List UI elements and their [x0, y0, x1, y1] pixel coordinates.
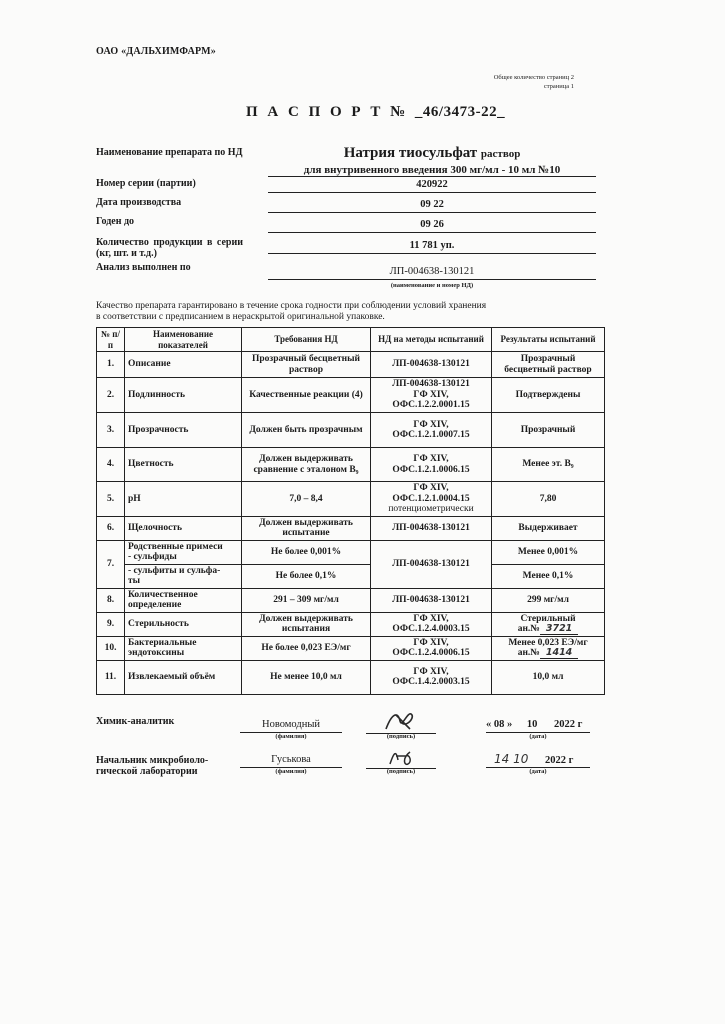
row-result: Менее 0,1% [492, 564, 605, 588]
row-name: Количественное определение [125, 588, 242, 612]
requirement-line: Должен выдерживать [259, 454, 353, 464]
header-name: Наименование показателей [125, 328, 242, 352]
row-num: 5. [97, 482, 125, 517]
table-row [97, 352, 605, 378]
row-requirement: Должен выдерживать испытание [242, 516, 371, 540]
row-requirement: 291 – 309 мг/мл [242, 588, 371, 612]
row-name: pH [125, 482, 242, 517]
table-header-row [97, 328, 605, 352]
date-year: 2022 г [544, 755, 574, 766]
row-num: 8. [97, 588, 125, 612]
page-title [246, 104, 505, 121]
row-requirement: 7,0 – 8,4 [242, 482, 371, 517]
row-result: Прозрачный [492, 413, 605, 448]
quantity-label-line2: (кг, шт. и т.д.) [96, 248, 157, 259]
table-row [97, 540, 605, 564]
row-requirement: Не более 0,001% [242, 540, 371, 564]
row-result: Подтверждены [492, 378, 605, 413]
chemist-name: Новомодный [240, 719, 342, 733]
row-name: Щелочность [125, 516, 242, 540]
handwritten-analysis-number: 1414 [540, 647, 578, 659]
chemist-label: Химик-аналитик [96, 716, 175, 727]
signature-icon [366, 707, 436, 733]
date-day: « 08 » [486, 719, 513, 730]
page-count [482, 73, 574, 91]
name-line: ты [128, 576, 141, 586]
series-label: Номер серии (партии) [96, 178, 196, 189]
signature-icon [366, 744, 436, 768]
row-method [371, 636, 492, 660]
row-method [371, 413, 492, 448]
guarantee-line1: Качество препарата гарантировано в течение срока годности при соблюдении условий хранения [96, 301, 487, 311]
row-result: 7,80 [492, 482, 605, 517]
method-line: ОФС.1.2.1.0007.15 [392, 430, 470, 440]
row-method [371, 660, 492, 694]
row-result: Менее 0,001% [492, 540, 605, 564]
row-num: 11. [97, 660, 125, 694]
analysis-caption: (наименование и номер НД) [390, 282, 474, 289]
row-name [125, 540, 242, 564]
row-method [371, 378, 492, 413]
method-line: ОФС.1.2.2.0001.15 [392, 400, 470, 411]
row-num: 2. [97, 378, 125, 413]
row-name: Извлекаемый объём [125, 660, 242, 694]
table-row [97, 378, 605, 413]
table-row [97, 448, 605, 482]
method-line: потенциометрически [388, 504, 474, 514]
production-value: 09 22 [268, 199, 596, 213]
result-line: Менее 0,023 ЕЭ/мг [508, 637, 588, 648]
quantity-label-line1: Количество продукции в серии [96, 237, 244, 248]
row-method: ЛП-004638-130121 [371, 588, 492, 612]
analysis-number [495, 624, 601, 635]
page-current: страница 1 [543, 83, 574, 90]
test-results-table [96, 327, 605, 695]
drug-form: раствор [480, 148, 521, 160]
title-label: П А С П О Р Т № [246, 104, 409, 120]
row-name: Бактериальные эндотоксины [125, 636, 242, 660]
head-date [486, 752, 590, 768]
table-row [97, 413, 605, 448]
row-result [492, 612, 605, 636]
date-year: 2022 г [554, 719, 583, 730]
header-method: НД на методы испытаний [371, 328, 492, 352]
analysis-value: ЛП-004638-130121 [268, 266, 596, 280]
method-line: ОФС.1.2.4.0003.15 [392, 624, 470, 634]
head-label-line2: гической лаборатории [96, 766, 198, 777]
row-name [125, 564, 242, 588]
row-name: Подлинность [125, 378, 242, 413]
chemist-surname-caption: (фамилия) [275, 733, 307, 740]
row-num: 9. [97, 612, 125, 636]
row-method [371, 448, 492, 482]
header-requirements: Требования НД [242, 328, 371, 352]
head-signature-caption: (подпись) [386, 768, 416, 775]
row-requirement: Не более 0,1% [242, 564, 371, 588]
company-name: ОАО «ДАЛЬХИМФАРМ» [96, 46, 216, 57]
series-value: 420922 [268, 179, 596, 193]
handwritten-date: 14 10 [494, 752, 529, 766]
row-num: 10. [97, 636, 125, 660]
row-result: 10,0 мл [492, 660, 605, 694]
chemist-signature-caption: (подпись) [386, 733, 416, 740]
pages-total: Общее количество страниц 2 [493, 74, 574, 81]
row-name: Описание [125, 352, 242, 378]
date-month: 10 [526, 719, 538, 730]
row-requirement: Качественные реакции (4) [242, 378, 371, 413]
method-line: ГФ XIV, [413, 613, 449, 624]
drug-label: Наименование препарата по НД [96, 147, 243, 158]
row-result: Выдерживает [492, 516, 605, 540]
row-requirement: Прозрачный бесцветный раствор [242, 352, 371, 378]
row-requirement: Не более 0,023 ЕЭ/мг [242, 636, 371, 660]
method-line: ОФС.1.2.4.0006.15 [392, 648, 470, 658]
name-line: - сульфиты и сульфа- [128, 565, 221, 576]
row-num: 4. [97, 448, 125, 482]
table-row [97, 588, 605, 612]
method-line: ГФ XIV, [413, 666, 449, 677]
production-label: Дата производства [96, 197, 182, 208]
row-requirement: Не менее 10,0 мл [242, 660, 371, 694]
row-num: 6. [97, 516, 125, 540]
drug-name-block [268, 145, 596, 177]
result-line: Стерильный [520, 613, 576, 624]
head-surname-caption: (фамилия) [275, 768, 307, 775]
head-date-caption: (дата) [529, 768, 547, 775]
table-row [97, 636, 605, 660]
row-requirement: Должен выдерживать испытания [242, 612, 371, 636]
row-result: Прозрачный бесцветный раствор [492, 352, 605, 378]
analysis-label: Анализ выполнен по [96, 262, 191, 273]
drug-name: Натрия тиосульфат [343, 145, 478, 161]
method-line: ОФС.1.4.2.0003.15 [392, 677, 470, 687]
handwritten-analysis-number: 3721 [540, 623, 578, 635]
method-line: ГФ XIV, [413, 419, 449, 430]
analysis-number-label: ан.№ [517, 624, 540, 634]
quantity-label [96, 237, 243, 259]
row-num: 1. [97, 352, 125, 378]
method-line: ЛП-004638-130121 [392, 379, 470, 390]
method-line: ОФС.1.2.1.0006.15 [392, 464, 470, 475]
table-row [97, 564, 605, 588]
row-name: Цветность [125, 448, 242, 482]
row-name: Прозрачность [125, 413, 242, 448]
row-method: ЛП-004638-130121 [371, 540, 492, 588]
chemist-date [486, 719, 590, 733]
row-method: ЛП-004638-130121 [371, 516, 492, 540]
table-row [97, 516, 605, 540]
quantity-value: 11 781 уп. [268, 240, 596, 254]
row-method [371, 482, 492, 517]
expiry-label: Годен до [96, 216, 135, 227]
row-num: 3. [97, 413, 125, 448]
head-name: Гуськова [240, 754, 342, 768]
method-line: ОФС.1.2.1.0004.15 [392, 493, 470, 504]
head-label [96, 755, 208, 777]
method-line: ГФ XIV, [413, 454, 449, 464]
name-line: - сульфиды [128, 552, 177, 562]
name-line: Родственные примеси [128, 541, 223, 552]
row-result: 299 мг/мл [492, 588, 605, 612]
method-line: ГФ XIV, [413, 637, 449, 648]
drug-subtitle: для внутривенного введения 300 мг/мл - 10 мл №10 [268, 164, 596, 177]
requirement-line: сравнение с эталоном B₉ [253, 464, 359, 475]
table-row [97, 482, 605, 517]
guarantee-line2: в соответствии с предписанием в нераскрытой оригинальной упаковке. [96, 312, 385, 322]
method-line: ГФ XIV, [413, 389, 449, 400]
analysis-number [495, 648, 601, 659]
row-num: 7. [97, 540, 125, 588]
row-result: Менее эт. B₉ [492, 448, 605, 482]
head-signature [366, 744, 436, 769]
row-requirement [242, 448, 371, 482]
row-requirement: Должен быть прозрачным [242, 413, 371, 448]
header-num: № п/п [97, 328, 125, 352]
header-result: Результаты испытаний [492, 328, 605, 352]
head-label-line1: Начальник микробиоло- [96, 755, 209, 766]
analysis-number-label: ан.№ [517, 648, 540, 658]
table-row [97, 660, 605, 694]
chemist-signature [366, 707, 436, 734]
row-name: Стерильность [125, 612, 242, 636]
row-method: ЛП-004638-130121 [371, 352, 492, 378]
chemist-date-caption: (дата) [529, 733, 547, 740]
expiry-value: 09 26 [268, 219, 596, 233]
row-result [492, 636, 605, 660]
table-row [97, 612, 605, 636]
row-method [371, 612, 492, 636]
passport-number: _46/3473-22_ [414, 104, 506, 120]
quality-guarantee [96, 301, 596, 323]
method-line: ГФ XIV, [413, 483, 449, 493]
